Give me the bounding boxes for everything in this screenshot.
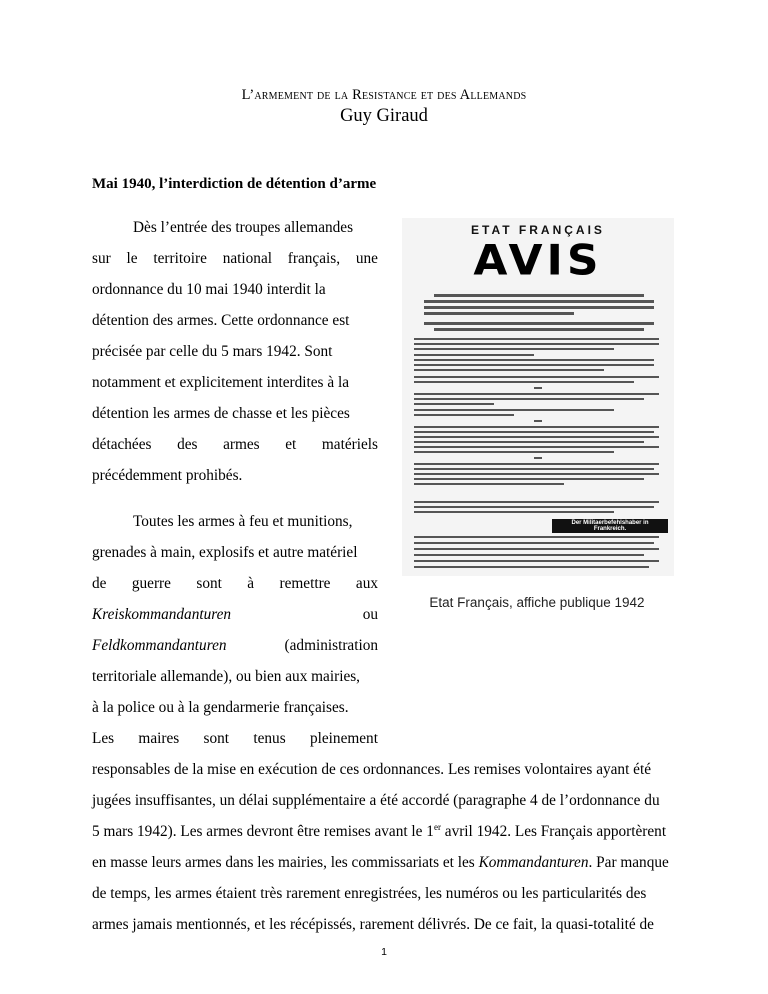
text-line: de temps, les armes étaient très rarement enregistrées, les numéros ou les particularités des xyxy=(92,885,647,902)
text-line: Dès l’entrée des troupes allemandes xyxy=(133,219,354,236)
poster-text-block xyxy=(414,292,664,520)
poster-header: ETAT FRANÇAIS xyxy=(471,223,605,237)
poster-image xyxy=(402,218,674,576)
document-title: L’armement de la Resistance et des Allemands xyxy=(241,87,527,103)
poster-signature: Der Militaerbefehlshaber in Frankreich. xyxy=(552,519,668,533)
section-heading: Mai 1940, l’interdiction de détention d’arme xyxy=(92,176,377,192)
poster-title: AVIS xyxy=(473,236,603,285)
text-line: sur le territoire national français, une xyxy=(92,250,378,267)
poster-figure xyxy=(392,216,682,610)
text-line: précisée par celle du 5 mars 1942. Sont xyxy=(92,343,333,360)
text-line: Kreiskommandanturen ou xyxy=(92,606,378,623)
text-line: détachées des armes et matériels xyxy=(92,436,378,453)
text-line: détention des armes. Cette ordonnance est xyxy=(92,312,350,329)
text-line: armes jamais mentionnés, et les récépissés, rarement délivrés. De ce fait, la quasi-totalité de xyxy=(92,916,654,933)
text-line: jugées insuffisantes, un délai supplémentaire a été accordé (paragraphe 4 de l’ordonnance du xyxy=(92,792,660,809)
document-author: Guy Giraud xyxy=(340,106,428,126)
figure-caption: Etat Français, affiche publique 1942 xyxy=(429,595,645,610)
text-line: de guerre sont à remettre aux xyxy=(92,575,378,592)
text-line: détention les armes de chasse et les pièces xyxy=(92,405,350,422)
text-line: territoriale allemande), ou bien aux mairies, xyxy=(92,668,361,685)
text-line: responsables de la mise en exécution de ces ordonnances. Les remises volontaires ayant été xyxy=(92,761,651,778)
text-line: précédemment prohibés. xyxy=(92,467,243,484)
poster-footer-text xyxy=(414,534,664,574)
text-line: Feldkommandanturen (administration xyxy=(92,637,378,654)
page-number: 1 xyxy=(381,946,387,958)
text-line: ordonnance du 10 mai 1940 interdit la xyxy=(92,281,326,298)
text-line: Les maires sont tenus pleinement xyxy=(92,730,378,747)
text-line: à la police ou à la gendarmerie françaises. xyxy=(92,699,349,716)
text-line: notamment et explicitement interdites à la xyxy=(92,374,349,391)
text-line: Toutes les armes à feu et munitions, xyxy=(133,513,353,530)
text-line: 5 mars 1942). Les armes devront être remises avant le 1er avril 1942. Les Français apportèrent xyxy=(92,821,667,840)
text-line: en masse leurs armes dans les mairies, les commissariats et les Kommandanturen. Par manque xyxy=(92,854,669,871)
text-line: grenades à main, explosifs et autre matériel xyxy=(92,544,358,561)
